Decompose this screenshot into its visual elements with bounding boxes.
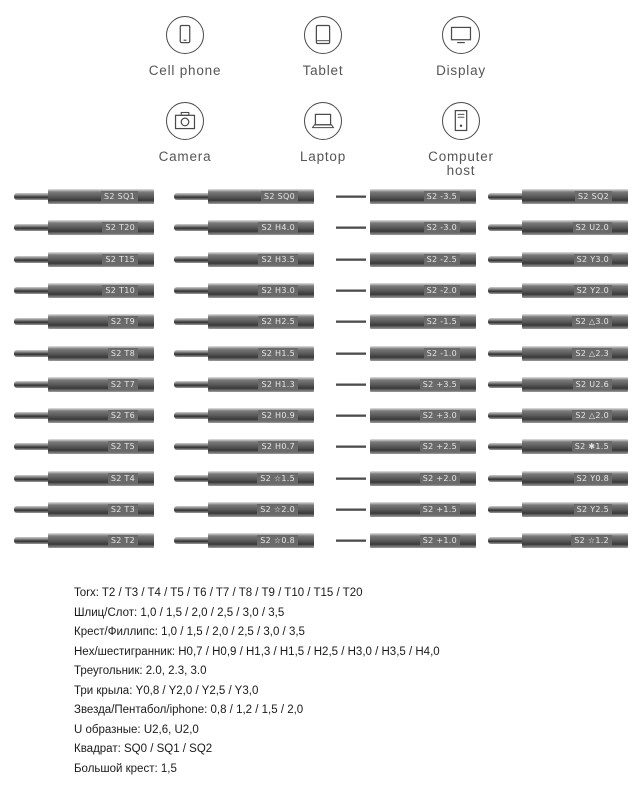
bit-tip: [488, 475, 524, 482]
device-label: Laptop: [299, 149, 347, 164]
screwdriver-bit: [174, 408, 314, 423]
bit-label: S2 T20: [102, 222, 138, 233]
bit-tip: [488, 412, 524, 419]
bit-tip: [14, 506, 50, 513]
bit-tip: [336, 352, 366, 355]
bit-shank: [370, 252, 476, 267]
bit-shank: [370, 502, 476, 517]
screwdriver-bit: [336, 314, 476, 329]
screwdriver-bit: [174, 502, 314, 517]
bit-shank: [370, 533, 476, 548]
spec-line: Hex/шестигранник: H0,7 / H0,9 / H1,3 / H1,5 / H2,5 / H3,0 / H3,5 / H4,0: [74, 645, 440, 658]
screwdriver-bit: [14, 471, 154, 486]
screwdriver-bit: [336, 408, 476, 423]
bit-shank: [522, 283, 628, 298]
bit-shank: [522, 346, 628, 361]
bit-tip: [14, 381, 50, 388]
screwdriver-bit: [174, 533, 314, 548]
screwdriver-bit: [336, 252, 476, 267]
screwdriver-bit: [14, 283, 154, 298]
screwdriver-bit: [14, 346, 154, 361]
bit-label: S2 T10: [102, 285, 138, 296]
bit-shank: [48, 439, 154, 454]
screwdriver-bit: [336, 533, 476, 548]
device-tablet: [258, 16, 388, 78]
bit-tip: [14, 475, 50, 482]
bit-label: S2 △2.0: [572, 410, 612, 421]
bit-label: S2 -2.0: [424, 285, 460, 296]
screwdriver-bit: [488, 314, 628, 329]
screwdriver-bit: [336, 283, 476, 298]
bit-shank: [370, 314, 476, 329]
bit-tip: [488, 537, 524, 544]
bit-shank: [48, 471, 154, 486]
bit-label: S2 Y3.0: [574, 254, 612, 265]
bit-label: S2 +2.0: [420, 473, 460, 484]
bit-tip: [336, 258, 366, 261]
bit-shank: [208, 533, 314, 548]
device-label: Display: [436, 63, 486, 78]
bit-tip: [174, 287, 210, 294]
spec-line: Шлиц/Слот: 1,0 / 1,5 / 2,0 / 2,5 / 3,0 / 3,5: [74, 606, 285, 619]
screwdriver-bit: [14, 189, 154, 204]
bit-label: S2 -1.0: [424, 348, 460, 359]
bit-label: S2 +3.5: [420, 379, 460, 390]
bit-shank: [48, 377, 154, 392]
screwdriver-bit: [336, 471, 476, 486]
bit-shank: [522, 252, 628, 267]
screwdriver-bit: [174, 314, 314, 329]
screwdriver-bit: [336, 377, 476, 392]
bit-shank: [522, 471, 628, 486]
bit-label: S2 H2.5: [258, 316, 298, 327]
bit-label: S2 H1.3: [258, 379, 298, 390]
bit-tip: [174, 193, 210, 200]
bit-shank: [370, 189, 476, 204]
screwdriver-bit: [488, 283, 628, 298]
bit-label: S2 +2.5: [420, 441, 460, 452]
bit-shank: [48, 189, 154, 204]
screwdriver-bit: [14, 408, 154, 423]
bit-shank: [522, 189, 628, 204]
screwdriver-bit: [488, 189, 628, 204]
bit-label: S2 Y2.0: [574, 285, 612, 296]
bit-shank: [48, 314, 154, 329]
bit-tip: [336, 508, 366, 511]
bit-tip: [174, 381, 210, 388]
spec-line: Крест/Филлипс: 1,0 / 1,5 / 2,0 / 2,5 / 3,0 / 3,5: [74, 626, 305, 638]
bit-label: S2 H3.0: [258, 285, 298, 296]
bit-label: S2 U2.0: [573, 222, 612, 233]
screwdriver-bit-grid: [10, 185, 634, 570]
bit-shank: [208, 252, 314, 267]
bit-tip: [174, 475, 210, 482]
bit-label: S2 +1.0: [420, 535, 460, 546]
bit-label: S2 ✱1.5: [572, 441, 612, 452]
device-label-line: host: [446, 163, 476, 178]
bit-label: S2 ☆1.5: [257, 473, 298, 484]
bit-tip: [14, 193, 50, 200]
screwdriver-bit: [488, 502, 628, 517]
device-label: Camera: [158, 149, 212, 164]
bit-label: S2 ☆2.0: [257, 504, 298, 515]
device-label: Cell phone: [148, 63, 222, 78]
bit-shank: [522, 439, 628, 454]
bit-shank: [208, 346, 314, 361]
bit-tip: [336, 414, 366, 417]
bit-label: S2 SQ2: [575, 191, 612, 202]
bit-label: S2 SQ1: [101, 191, 138, 202]
screwdriver-bit: [488, 346, 628, 361]
bit-shank: [522, 408, 628, 423]
spec-line: Квадрат: SQ0 / SQ1 / SQ2: [74, 743, 213, 755]
bit-label: S2 △2.3: [572, 348, 612, 359]
bit-tip: [174, 506, 210, 513]
bit-tip: [14, 224, 50, 231]
bit-tip: [336, 477, 366, 480]
bit-tip: [488, 224, 524, 231]
bit-label: S2 U2.6: [573, 379, 612, 390]
bit-shank: [208, 439, 314, 454]
bit-shank: [522, 377, 628, 392]
bit-tip: [336, 289, 366, 292]
bit-tip: [488, 193, 524, 200]
screwdriver-bit: [14, 314, 154, 329]
bit-tip: [14, 350, 50, 357]
cell-phone-icon: [166, 16, 204, 54]
screwdriver-bit: [14, 533, 154, 548]
screwdriver-bit: [14, 377, 154, 392]
display-icon: [442, 16, 480, 54]
bit-label: S2 SQ0: [261, 191, 298, 202]
device-camera: [120, 102, 250, 164]
bit-tip: [488, 381, 524, 388]
bit-shank: [370, 471, 476, 486]
bit-label: S2 H4.0: [258, 222, 298, 233]
bit-tip: [14, 443, 50, 450]
bit-shank: [522, 502, 628, 517]
bit-label: S2 H1.5: [258, 348, 298, 359]
bit-shank: [208, 502, 314, 517]
bit-label: S2 T5: [108, 441, 138, 452]
device-computer-host: [396, 102, 526, 178]
bit-shank: [370, 439, 476, 454]
bit-tip: [174, 350, 210, 357]
bit-label: S2 -3.5: [424, 191, 460, 202]
screwdriver-bit: [488, 471, 628, 486]
device-laptop: [258, 102, 388, 164]
bit-label: S2 △3.0: [572, 316, 612, 327]
bit-label: S2 ☆1.2: [571, 535, 612, 546]
bit-label: S2 T15: [102, 254, 138, 265]
bit-tip: [336, 445, 366, 448]
bit-shank: [208, 471, 314, 486]
bit-shank: [48, 408, 154, 423]
bit-tip: [174, 443, 210, 450]
screwdriver-bit: [174, 220, 314, 235]
screwdriver-bit: [336, 220, 476, 235]
spec-line: U образные: U2,6, U2,0: [74, 723, 199, 736]
bit-shank: [208, 189, 314, 204]
bit-shank: [370, 377, 476, 392]
bit-shank: [370, 220, 476, 235]
spec-line: Треугольник: 2.0, 2.3, 3.0: [74, 665, 207, 677]
screwdriver-bit: [488, 252, 628, 267]
spec-line: Torx: T2 / T3 / T4 / T5 / T6 / T7 / T8 / T9 / T10 / T15 / T20: [74, 587, 363, 599]
bit-label: S2 H0.9: [258, 410, 298, 421]
bit-shank: [48, 533, 154, 548]
screwdriver-bit: [336, 189, 476, 204]
spec-line: Звезда/Пентабол/iphone: 0,8 / 1,2 / 1,5 / 2,0: [74, 704, 304, 716]
bit-label: S2 T9: [108, 316, 138, 327]
bit-tip: [14, 537, 50, 544]
bit-label: S2 +3.0: [420, 410, 460, 421]
bit-tip: [336, 195, 366, 198]
bit-label: S2 T3: [108, 504, 138, 515]
screwdriver-bit: [336, 439, 476, 454]
bit-shank: [522, 314, 628, 329]
spec-line: Большой крест: 1,5: [74, 762, 177, 775]
device-display: [396, 16, 526, 78]
screwdriver-bit: [174, 471, 314, 486]
bit-shank: [48, 346, 154, 361]
bit-tip: [174, 224, 210, 231]
bit-shank: [522, 533, 628, 548]
screwdriver-bit: [174, 283, 314, 298]
screwdriver-bit: [14, 252, 154, 267]
spec-line: Три крыла: Y0,8 / Y2,0 / Y2,5 / Y3,0: [74, 684, 259, 697]
bit-tip: [336, 226, 366, 229]
bit-shank: [208, 220, 314, 235]
bit-label: S2 H0.7: [258, 441, 298, 452]
bit-tip: [174, 412, 210, 419]
device-label: Tablet: [302, 63, 344, 78]
bit-tip: [488, 318, 524, 325]
screwdriver-bit: [174, 346, 314, 361]
bit-shank: [208, 408, 314, 423]
screwdriver-bit: [174, 252, 314, 267]
camera-icon: [166, 102, 204, 140]
bit-tip: [336, 539, 366, 542]
screwdriver-bit: [336, 502, 476, 517]
screwdriver-bit: [336, 346, 476, 361]
computer-host-icon: [442, 102, 480, 140]
bit-tip: [488, 287, 524, 294]
bit-label: S2 T7: [108, 379, 138, 390]
bit-tip: [14, 287, 50, 294]
bit-tip: [174, 256, 210, 263]
device-label: [396, 150, 526, 178]
tablet-icon: [304, 16, 342, 54]
bit-shank: [48, 283, 154, 298]
screwdriver-bit: [174, 439, 314, 454]
bit-tip: [174, 318, 210, 325]
bit-shank: [370, 346, 476, 361]
screwdriver-bit: [488, 377, 628, 392]
bit-tip: [488, 256, 524, 263]
screwdriver-bit: [488, 533, 628, 548]
bit-shank: [522, 220, 628, 235]
bit-label: S2 T2: [108, 535, 138, 546]
bit-shank: [48, 252, 154, 267]
bit-tip: [488, 506, 524, 513]
screwdriver-bit: [14, 439, 154, 454]
bit-tip: [14, 256, 50, 263]
bit-tip: [488, 443, 524, 450]
device-icon-grid: [120, 16, 540, 184]
screwdriver-bit: [488, 408, 628, 423]
bit-label: S2 Y0.8: [574, 473, 612, 484]
bit-tip: [14, 318, 50, 325]
bit-tip: [14, 412, 50, 419]
bit-label: S2 Y2.5: [574, 504, 612, 515]
screwdriver-bit: [174, 189, 314, 204]
bit-shank: [370, 408, 476, 423]
bit-label: S2 H3.5: [258, 254, 298, 265]
bit-tip: [174, 537, 210, 544]
screwdriver-bit: [488, 439, 628, 454]
bit-label: S2 T6: [108, 410, 138, 421]
bit-label: S2 -3.0: [424, 222, 460, 233]
device-label-line: Computer: [428, 149, 494, 164]
bit-shank: [370, 283, 476, 298]
laptop-icon: [304, 102, 342, 140]
bit-shank: [208, 283, 314, 298]
bit-label: S2 ☆0.8: [257, 535, 298, 546]
bit-label: S2 +1.5: [420, 504, 460, 515]
device-cell-phone: [120, 16, 250, 78]
screwdriver-bit: [174, 377, 314, 392]
bit-shank: [208, 377, 314, 392]
bit-label: S2 T8: [108, 348, 138, 359]
bit-specification-list: [74, 584, 614, 779]
screwdriver-bit: [488, 220, 628, 235]
bit-tip: [488, 350, 524, 357]
screwdriver-bit: [14, 220, 154, 235]
bit-tip: [336, 383, 366, 386]
bit-shank: [48, 502, 154, 517]
bit-label: S2 -2.5: [424, 254, 460, 265]
bit-shank: [48, 220, 154, 235]
bit-tip: [336, 320, 366, 323]
bit-label: S2 -1.5: [424, 316, 460, 327]
bit-label: S2 T4: [108, 473, 138, 484]
screwdriver-bit: [14, 502, 154, 517]
bit-shank: [208, 314, 314, 329]
